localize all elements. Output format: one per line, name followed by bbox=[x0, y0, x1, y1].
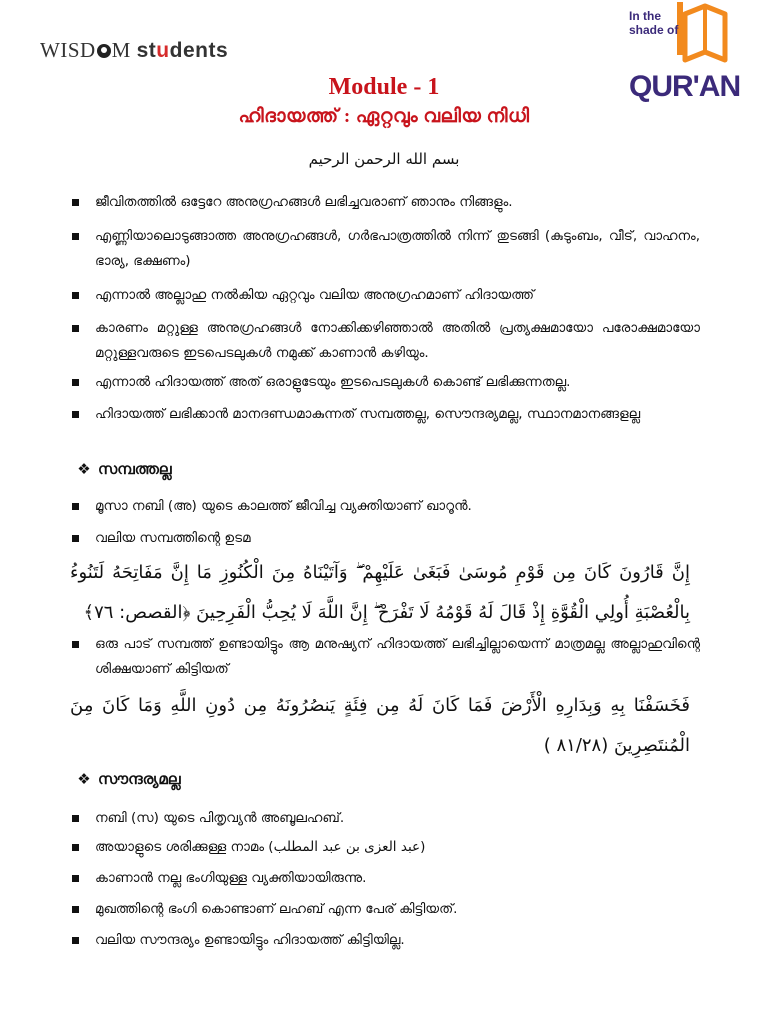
logo-word-students: students bbox=[136, 39, 229, 62]
bullet-icon bbox=[72, 325, 79, 332]
bullet-icon bbox=[72, 875, 79, 882]
list-item: മുഖത്തിന്റെ ഭംഗി കൊണ്ടാണ് ലഹബ് എന്ന പേര് കിട്ടിയത്. bbox=[95, 897, 700, 922]
list-item: വലിയ സൗന്ദര്യം ഉണ്ടായിട്ടും ഹിദായത്ത് കിട്ടിയില്ല. bbox=[95, 928, 700, 953]
bullet-icon bbox=[72, 844, 79, 851]
logo-line-in-the: In the bbox=[629, 9, 661, 23]
logo-line-quran: QUR'AN bbox=[629, 70, 741, 103]
logo-word-wisdom-b: M bbox=[111, 38, 131, 62]
bullet-icon bbox=[72, 199, 79, 206]
list-item: കാണാൻ നല്ല ഭംഗിയുള്ള വ്യക്തിയായിരുന്നു. bbox=[95, 866, 700, 891]
list-item: വലിയ സമ്പത്തിന്റെ ഉടമ bbox=[95, 526, 700, 551]
bullet-icon bbox=[72, 641, 79, 648]
bullet-icon bbox=[72, 503, 79, 510]
bullet-icon bbox=[72, 411, 79, 418]
bullet-icon bbox=[72, 292, 79, 299]
bullet-icon bbox=[72, 379, 79, 386]
bullet-icon bbox=[72, 937, 79, 944]
logo-line-shade-of: shade of bbox=[629, 23, 679, 37]
module-title: Module - 1 bbox=[328, 74, 440, 100]
section-heading-wealth: ❖ സമ്പത്തല്ല bbox=[77, 460, 172, 478]
list-item: അയാളുടെ ശരിക്കുള്ള നാമം (عبد العزى بن عبد المطلب) bbox=[95, 835, 700, 860]
list-item: എന്നാൽ ഹിദായത്ത് അത് ഒരാളുടേയും ഇടപെടലുകൾ കൊണ്ട് ലഭിക്കുന്നതല്ല. bbox=[95, 370, 700, 395]
list-item: എണ്ണിയാലൊടുങ്ങാത്ത അനുഗ്രഹങ്ങൾ, ഗർഭപാത്രത്തിൽ നിന്ന് തുടങ്ങി (കുടുംബം, വീട്, വാഹനം, ഭാര്യ, ഭക്ഷണം) bbox=[95, 224, 700, 274]
logo-word-wisdom-a: WISD bbox=[40, 38, 96, 62]
basmala: بسم الله الرحمن الرحيم bbox=[308, 150, 460, 168]
logo-dot-icon bbox=[97, 44, 111, 58]
wisdom-students-logo bbox=[40, 38, 228, 63]
list-item: മൂസാ നബി (അ) യുടെ കാലത്ത് ജീവിച്ച വ്യക്തിയാണ് ഖാറൂൻ. bbox=[95, 494, 700, 519]
bullet-icon bbox=[72, 906, 79, 913]
list-item: എന്നാൽ അല്ലാഹു നൽകിയ ഏറ്റവും വലിയ അനുഗ്രഹമാണ് ഹിദായത്ത് bbox=[95, 283, 700, 308]
section-heading-beauty: ❖ സൗന്ദര്യമല്ല bbox=[77, 770, 181, 788]
bullet-icon bbox=[72, 233, 79, 240]
diamond-bullet-icon: ❖ bbox=[77, 460, 91, 478]
module-subtitle: ഹിദായത്ത് : ഏറ്റവും വലിയ നിധി bbox=[238, 106, 530, 127]
bullet-icon bbox=[72, 535, 79, 542]
list-item: കാരണം മറ്റുള്ള അനുഗ്രഹങ്ങൾ നോക്കിക്കഴിഞ്ഞാൽ അതിൽ പ്രത്യക്ഷമായോ പരോക്ഷമായോ മറ്റുള്ളവരുടെ ഇടപെടലുകൾ നമുക്ക് കാണാൻ കഴിയും. bbox=[95, 316, 700, 366]
quran-ayah-qasas-76: إِنَّ قَارُونَ كَانَ مِن قَوْمِ مُوسَىٰ فَبَغَىٰ عَلَيْهِمْ ۖ وَآتَيْنَاهُ مِنَ الْكُنُوزِ مَا إِنَّ مَفَاتِحَهُ لَتَنُوءُ بِالْعُصْبَةِ أُولِي الْقُوَّةِ إِذْ قَالَ لَهُ قَوْمُهُ لَا تَفْرَحْ ۖ إِنَّ اللَّهَ لَا يُحِبُّ الْفَرِحِينَ ﴿القصص: ٧٦﴾ bbox=[70, 562, 690, 623]
list-item: ഹിദായത്ത് ലഭിക്കാൻ മാനദണ്ഡമാകുന്നത് സമ്പത്തല്ല, സൌന്ദര്യമല്ല, സ്ഥാനമാനങ്ങളല്ല bbox=[95, 402, 700, 427]
list-item: ഒരു പാട് സമ്പത്ത് ഉണ്ടായിട്ടും ആ മനുഷ്യന് ഹിദായത്ത് ലഭിച്ചില്ലായെന്ന് മാത്രമല്ല അല്ലാഹുവിന്റെ ശിക്ഷയാണ് കിട്ടിയത് bbox=[95, 632, 700, 682]
list-item: ജീവിതത്തിൽ ഒട്ടേറേ അനുഗ്രഹങ്ങൾ ലഭിച്ചവരാണ് ഞാനും നിങ്ങളും. bbox=[95, 190, 700, 215]
list-item: നബി (സ) യുടെ പിതൃവ്യൻ അബൂലഹബ്. bbox=[95, 806, 700, 831]
diamond-bullet-icon: ❖ bbox=[77, 770, 91, 788]
bullet-icon bbox=[72, 815, 79, 822]
quran-ayah-qasas-81: فَخَسَفْنَا بِهِ وَبِدَارِهِ الْأَرْضَ فَمَا كَانَ لَهُ مِن فِئَةٍ يَنصُرُونَهُ مِن دُونِ اللَّهِ وَمَا كَانَ مِنَ الْمُنتَصِرِينَ (٨١/٢٨ ) bbox=[70, 695, 690, 756]
